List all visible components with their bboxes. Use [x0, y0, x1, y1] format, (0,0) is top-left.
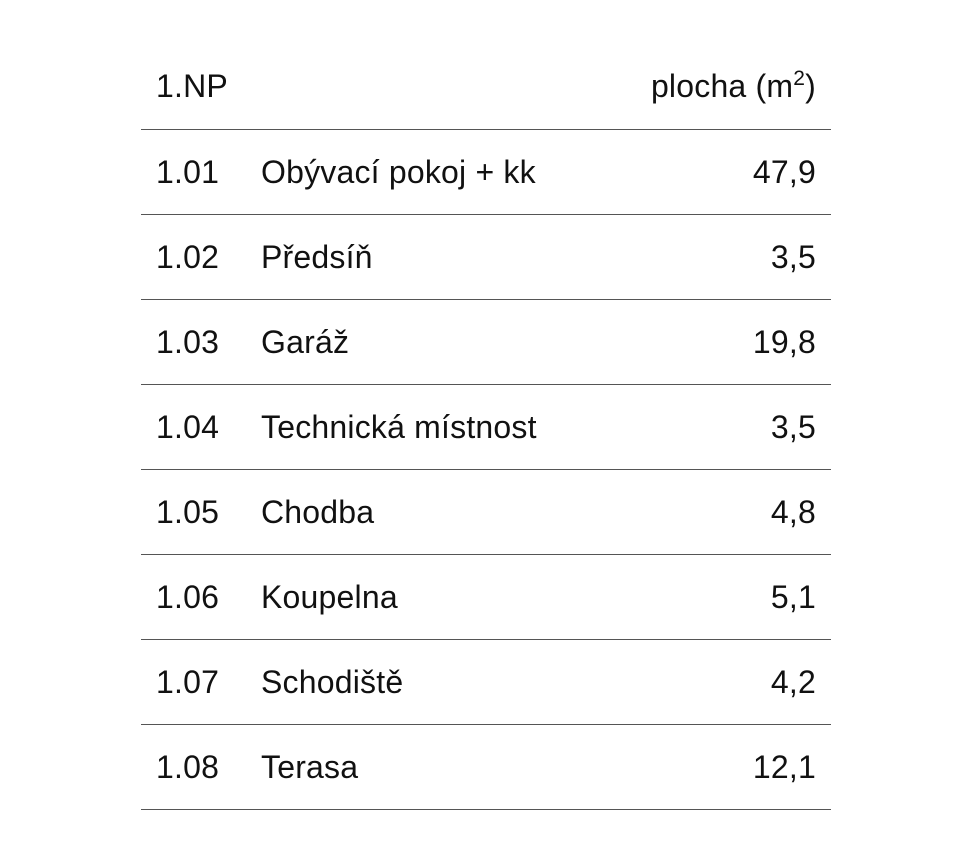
room-code: 1.01 [156, 153, 220, 190]
room-area: 4,8 [770, 493, 816, 530]
table-header-row [141, 44, 831, 130]
table-row [141, 555, 831, 640]
room-area: 47,9 [752, 153, 816, 190]
room-code: 1.06 [156, 578, 220, 615]
room-name: Technická místnost [261, 408, 537, 445]
room-area-table [141, 44, 831, 810]
table-row [141, 640, 831, 725]
room-name: Obývací pokoj + kk [261, 153, 536, 190]
room-area: 3,5 [770, 238, 816, 275]
table-row [141, 470, 831, 555]
room-code: 1.07 [156, 663, 220, 700]
area-header-close: ) [805, 68, 816, 104]
area-header-text: plocha (m [650, 68, 794, 104]
table-row [141, 725, 831, 810]
room-area: 19,8 [752, 323, 816, 360]
area-column-header [651, 68, 831, 105]
room-name: Předsíň [261, 238, 373, 275]
room-code: 1.03 [156, 323, 220, 360]
room-area: 5,1 [770, 578, 816, 615]
room-name: Terasa [261, 748, 359, 785]
room-area: 3,5 [770, 408, 816, 445]
room-code: 1.05 [156, 493, 220, 530]
room-name: Chodba [261, 493, 375, 530]
floor-label: 1.NP [156, 68, 228, 104]
room-area: 12,1 [752, 748, 816, 785]
room-code: 1.08 [156, 748, 220, 785]
room-name: Schodiště [261, 663, 404, 700]
room-area: 4,2 [770, 663, 816, 700]
room-name: Koupelna [261, 578, 398, 615]
room-code: 1.02 [156, 238, 220, 275]
room-name: Garáž [261, 323, 350, 360]
area-header-superscript: 2 [793, 67, 806, 90]
room-code: 1.04 [156, 408, 220, 445]
table-row [141, 300, 831, 385]
table-row [141, 130, 831, 215]
table-row [141, 215, 831, 300]
table-row [141, 385, 831, 470]
